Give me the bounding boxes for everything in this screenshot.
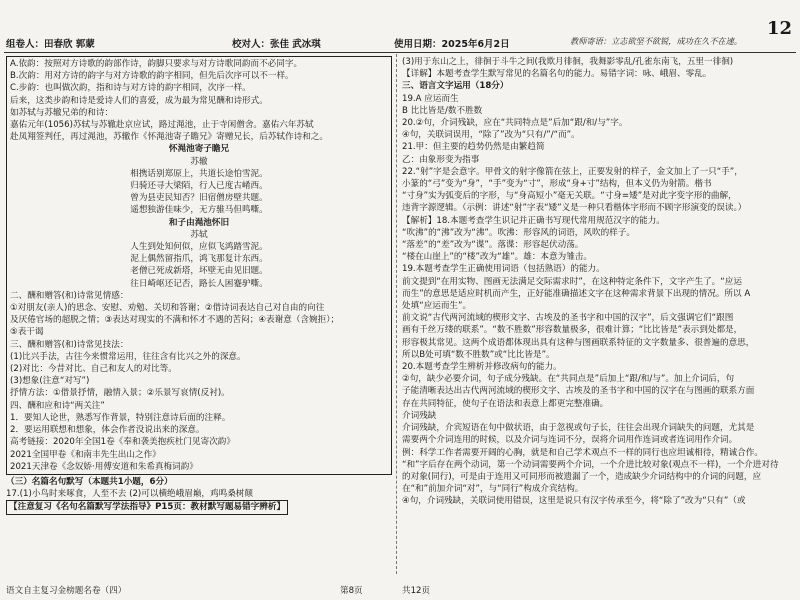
- box-line: A.依韵：按照对方诗歌的韵部作诗，韵脚只要求与对方诗歌同韵而不必同字。: [10, 59, 303, 69]
- teacher-motto: 教师寄语：立志欲坚不欲锐，成功在久不在速。: [570, 36, 742, 46]
- notes-line: 及厌倦官场的超脱之情；③表达对现实的不满和怀才不遇的苦闷；④表谢意（含婉拒）；: [10, 315, 340, 326]
- notes-line: (3)想象(注意“对写”): [10, 376, 90, 387]
- footer-page-number: 第8页: [340, 586, 363, 596]
- header-divider: [4, 52, 796, 53]
- answer-line: 20.本题考查学生辨析并修改病句的能力。: [402, 362, 562, 373]
- answer-line: 在“和”前加介词“对”，与“同行”构成介宾结构。: [402, 484, 584, 495]
- poem-line: 泥上偶然留指爪，鸿飞那复计东西。: [130, 254, 268, 265]
- answer-line: 前文说“古代两河流域的楔形文字、古埃及的圣书字和中国的汉字”，后文强调它们“跟图: [402, 313, 734, 324]
- usage-date: 使用日期：2025年6月2日: [394, 39, 510, 50]
- answer-line: 介词残缺: [402, 410, 437, 421]
- right-column: [402, 56, 794, 508]
- poem-author: 苏轼: [190, 229, 208, 240]
- answer-line: 【解析】18.本题考查学生识记并正确书写现代常用规范汉字的能力。: [402, 215, 665, 226]
- intro-line: 嘉佑元年(1056)苏轼与苏辙赴京应试，路过渑池，止于寺闲僧舍。嘉佑六年苏轼: [10, 120, 314, 131]
- rhyme-definition-box: [6, 56, 392, 475]
- poem-line: 相携话别郑原上，共道长途怕雪泥。: [130, 168, 268, 179]
- box-line: B.次韵：用对方诗的韵字与对方诗歌的韵字相同，但先后次序可以不一样。: [10, 71, 294, 82]
- answer-line: ④句，介词残缺，关联词使用错误，这里是说只有汉字传承至今，将“除了”改为“只有”（或: [402, 496, 746, 507]
- answer-line: 三、语言文字运用（18分）: [402, 81, 509, 92]
- answer-line: 21.甲：但主要的趋势仍然是由繁趋简: [402, 142, 545, 153]
- answer-line: “寸身”实为弧变后的字形，与“身高短小”毫无关联。“寸身=矮”是对此字变字形的曲解，: [402, 191, 737, 202]
- answer-line: 20.②句，介词残缺，应在“共同特点是”后加“跟/和/与”字。: [402, 118, 628, 129]
- box-line: 后来，这类步韵和诗是爱诗人们的喜爱，成为最为常见酬和诗形式。: [10, 95, 268, 106]
- notes-line: 高考链接：2020年全国1卷《奉和袭美抱疾杜门见寄次韵》: [10, 437, 235, 448]
- answer-line: 画有千丝万缕的联系”。“数不胜数”形容数量极多，很难计算；“比比皆是”表示到处都是，: [402, 325, 743, 336]
- answer-line: 19.本题考查学生正确使用词语（包括熟语）的能力。: [402, 264, 605, 275]
- left-column: [6, 56, 392, 519]
- answer-line: 子能清晰表达出古代两河流域的楔形文字、古埃及的圣书字和中国的汉字在与图画的联系方面: [402, 386, 755, 397]
- answer-line: 19.A 应运而生: [402, 93, 459, 104]
- answer-line: 所以B处可填“数不胜数”或“比比皆是”。: [402, 349, 555, 360]
- poem-line: 人生到处知何似，应似飞鸿踏雪泥。: [130, 242, 268, 253]
- answer-line: 形容极其常见。这两个成语都体现出具有这种与图画联系特征的文字数量多、很普遍的意思，: [402, 337, 755, 348]
- notes-line: (2)对比：今昔对比、自己和友人的对比等。: [10, 364, 177, 375]
- answer-line: (3)用于东山之上，徘徊于斗牛之间(我欺月徘徊，我舞影零乱/孔雀东南飞，五里一徘徊): [402, 57, 734, 67]
- footer-title: 语文自主复习金榜题名卷（四）: [6, 586, 127, 596]
- notes-line: 1．要知人论世，熟悉写作背景，特别注意诗后面的注释。: [10, 412, 231, 423]
- poem-title: 和子由渑池怀旧: [168, 217, 230, 228]
- section-3-heading: （三）名篇名句默写（本题共1小题，6分）: [6, 476, 173, 487]
- answer-line: 22.“射”字是会意字。甲骨文的射字像箭在弦上，正要发射的样子，金文加上了一只“手”，: [402, 166, 743, 177]
- notes-line: (1)比兴手法，古往今来惯常运用，往往含有比兴之外的深意。: [10, 351, 246, 362]
- header: [4, 30, 796, 52]
- poem-author: 苏辙: [190, 156, 208, 167]
- poem-line: 往日崎岖还记否，路长人困蹇驴嘶。: [130, 278, 268, 289]
- notes-line: 抒情方法：①借景抒情，融情入景；②乐景写哀情(反衬)。: [10, 388, 230, 399]
- answer-line: 例：科学工作者需要开阔的心胸，就是和自己学术观点不一样的同行也应坦诚相待，精诚合作。: [402, 447, 763, 458]
- answer-line: 乙：由象形变为指事: [402, 154, 480, 165]
- poem-line: 遥想独游佳味少，无方骓马但鸣嘶。: [130, 205, 268, 216]
- notes-line: 三、酬和赠答(和)诗常见技法：: [10, 339, 129, 350]
- answer-line: 【详解】本题考查学生默写常见的名篇名句的能力。易错字词：咏、峨眉、零乱。: [402, 69, 712, 80]
- answer-line: “和”字后存在两个动词，第一个动词需要两个介词，一个介进比较对象(观点不一样)，一个介进对待: [402, 459, 779, 470]
- answer-line: 介词残缺，介宾短语在句中做状语，由于忽视或句子长，往往会出现介词缺失的问题，尤其是: [402, 423, 755, 434]
- answer-line: 而生”的意思是适应时机而产生，正好能准确描述文字在这种需求背景下出现的情况。所以 A: [402, 288, 751, 299]
- answer-line: “落差”的“差”改为“谍”。落谍：形容起伏动荡。: [402, 240, 584, 251]
- answer-line: 处填“应运而生”。: [402, 301, 472, 312]
- page-mark: 12: [766, 18, 792, 39]
- box-line: C.步韵：也叫做次韵，指和诗与对方诗的韵字相同，次序一样。: [10, 83, 251, 94]
- notes-line: 2．要运用联想和想象，体会作者没说出来的深意。: [10, 425, 205, 436]
- notes-line: 二、酬和赠答(和)诗常见情感：: [10, 290, 129, 301]
- poem-title: 怀渑池寄子瞻兄: [168, 144, 230, 155]
- poem-su-shi: [10, 217, 388, 290]
- compiler-info: 组卷人：田春欣 郭蒙: [6, 39, 95, 50]
- poem-line: 老僧已死成新塔，坏壁无由见旧题。: [130, 266, 268, 277]
- answer-line: 小篆的“弓”变为“身”，“手”变为“寸”，形成“身+寸”结构，但本义仍为射箭。楷书: [402, 179, 712, 190]
- poem-line: 曾为县吏民知否？旧宿僧房壁共题。: [130, 193, 268, 204]
- answer-line: 的对象(同行)，可是由于连用又可同形而被遗漏了一个，造成缺少介词结构中的介词的问题，应: [402, 471, 762, 482]
- q17-answer: 17.(1)小鸟时来啄食，人至不去 (2)可以横绝峨眉巅，鸡鸣桑树颠: [6, 489, 253, 500]
- column-divider: [396, 54, 397, 574]
- answer-line: ②句，缺少必要介词，句子成分残缺。在“共同点是”后加上“跟/和/与”。加上介词后，句: [402, 374, 735, 385]
- answer-line: “吹沸”的“沸”改为“沸”。吹沸：形容风的词语，风吹的样子。: [402, 227, 635, 238]
- notes-line: 2021全国甲卷《和南丰先生出山之作》: [10, 449, 161, 460]
- review-note: 【注意复习《名句名篇默写学法指导》P15页：教材默写题易错字辨析】: [6, 500, 288, 514]
- answer-line: 前文提到“在用实物、图画无法满足交际需求时”，在这种特定条件下，文字产生了。“应运: [402, 276, 742, 287]
- poem-line: 归骑还寻大梁陌，行人已度古崤西。: [130, 181, 268, 192]
- intro-line: 赴凤翔签判任，再过渑池，苏辙作《怀渑池寄子瞻兄》寄赠兄长，后苏轼作诗和之。: [10, 132, 328, 143]
- notes-line: ①对朋友(亲人)的思念、安慰、劝勉、关切和答谢；②借诗词表达自己对自由的向往: [10, 303, 325, 314]
- notes-line: ⑤表干谒: [10, 327, 44, 338]
- answer-line: 需要两个介词连用的时候，以及介词与连词不分，误将介词用作连词或者连词用作介词。: [402, 435, 738, 446]
- box-line: 如苏轼与苏辙兄弟的和诗：: [10, 107, 114, 118]
- answer-line: 存在共同特征，使句子在语法和表意上都更完整准确。: [402, 398, 609, 409]
- poem-su-zhe: [10, 143, 388, 216]
- notes-line: 2021天津卷《念奴娇·用傅安道和朱希真梅词韵》: [10, 461, 198, 472]
- answer-line: ④句，关联词误用，“除了”改为“只有/”/“而”。: [402, 130, 580, 141]
- answer-line: 违背字源逻辑。（示例：讲述“射”字表“矮”义是一种只看楷体字形而不顾字形演变的误读。）: [402, 203, 747, 214]
- answer-line: B 比比皆是/数不胜数: [402, 105, 483, 116]
- notes-line: 四、酬和应和诗“两关注”: [10, 400, 105, 411]
- answer-line: “楼在山崖上”的“楼”改为“雄”。雄：本意为雏击。: [402, 252, 592, 263]
- checker-info: 校对人：张佳 武冰琪: [232, 39, 321, 50]
- footer-total-pages: 共12页: [402, 586, 431, 596]
